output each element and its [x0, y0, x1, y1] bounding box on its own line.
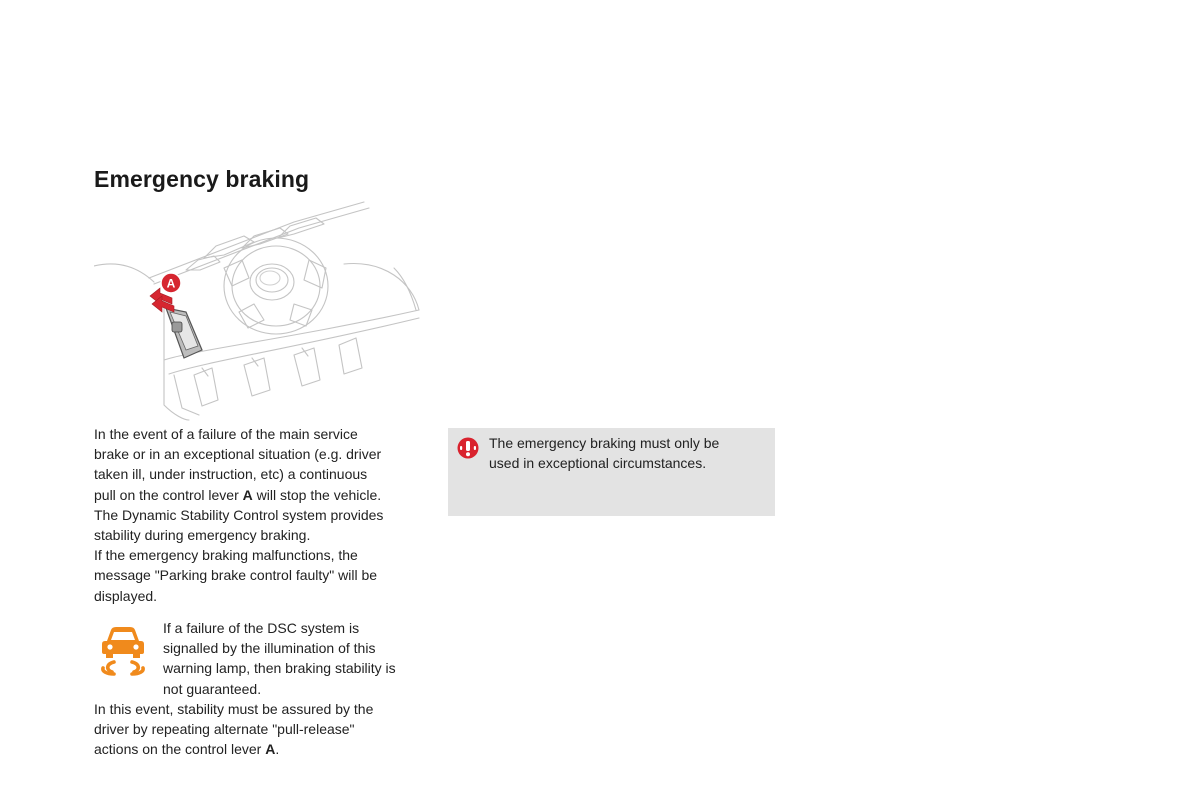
- text-line: message "Parking brake control faulty" will be: [94, 567, 378, 584]
- text-line: driver by repeating alternate "pull-release": [94, 721, 355, 738]
- text-line: stability during emergency braking.: [94, 527, 311, 544]
- text-line: If a failure of the DSC system is: [163, 620, 360, 636]
- text-line: not guaranteed.: [163, 680, 262, 697]
- text-line: The Dynamic Stability Control system provides: [94, 506, 384, 523]
- callout-a: [161, 273, 181, 293]
- stability-text: [94, 699, 424, 760]
- caution-note-text: [489, 433, 764, 474]
- text-line: The emergency braking must only be: [489, 435, 720, 451]
- control-lever: [166, 308, 202, 358]
- text-line: taken ill, under instruction, etc) a continuous: [94, 466, 368, 483]
- body-text: [94, 424, 424, 606]
- dsc-warning-lamp-icon: [100, 626, 146, 676]
- text-line: In this event, stability must be assured by the: [94, 701, 374, 717]
- text-line: If the emergency braking malfunctions, the: [94, 547, 358, 564]
- text-line: In the event of a failure of the main service: [94, 426, 358, 442]
- text-line: brake or in an exceptional situation (e.g. driver: [94, 446, 382, 463]
- dsc-warning-text: [163, 618, 425, 699]
- console-illustration: [94, 200, 424, 422]
- text-line: actions on the control lever A.: [94, 741, 280, 758]
- dsc-warning-block: [94, 618, 424, 702]
- text-line: warning lamp, then braking stability is: [163, 660, 396, 677]
- text-line: displayed.: [94, 587, 158, 604]
- section-title: Emergency braking: [94, 166, 310, 192]
- text-line: pull on the control lever A will stop the vehicle.: [94, 486, 382, 503]
- callout-label: A: [166, 276, 176, 291]
- exclamation-icon: [457, 437, 479, 459]
- caution-note-box: [448, 428, 775, 516]
- text-line: signalled by the illumination of this: [163, 640, 376, 657]
- text-line: used in exceptional circumstances.: [489, 455, 707, 472]
